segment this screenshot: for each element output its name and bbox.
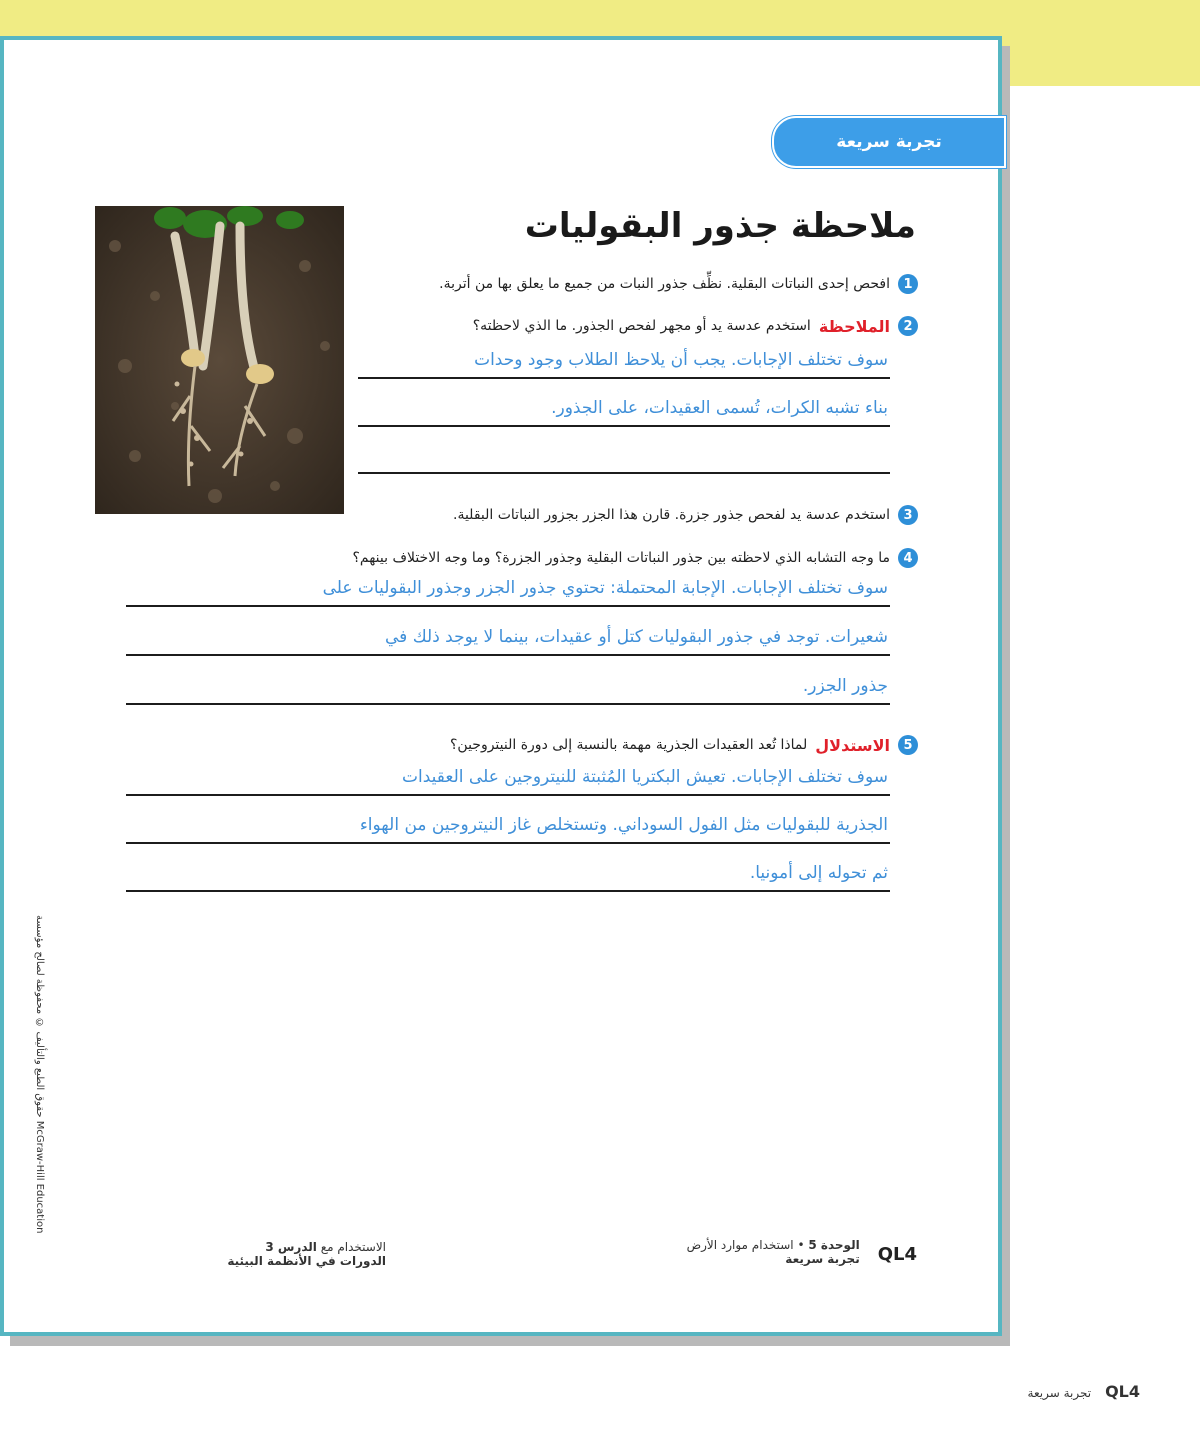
footer-page-code: QL4 xyxy=(877,1244,917,1265)
step-1-text: افحص إحدى النباتات البقلية. نظِّف جذور النبات من جميع ما يعلق بها من أتربة. xyxy=(439,276,890,292)
footer-lesson-label: الدرس 3 xyxy=(265,1240,317,1254)
step-2-number: 2 xyxy=(898,316,918,336)
legume-roots-photo xyxy=(95,206,344,514)
footer-unit-info xyxy=(687,1238,917,1266)
step-3-number: 3 xyxy=(898,505,918,525)
step-2-text: استخدم عدسة يد أو مجهر لفحص الجذور. ما الذي لاحظته؟ xyxy=(472,318,811,334)
section-tab-label: تجربة سريعة xyxy=(836,132,942,152)
step-3 xyxy=(453,505,918,525)
step-4-text: ما وجه التشابه الذي لاحظته بين جذور النباتات البقلية وجذور الجزرة؟ وما وجه الاختلاف بينهم؟ xyxy=(352,550,890,566)
step-4-answer-line-2[interactable]: شعيرات. توجد في جذور البقوليات كتل أو عقيدات، بينما لا يوجد ذلك في xyxy=(126,622,890,656)
step-2-answer-line-1[interactable]: سوف تختلف الإجابات. يجب أن يلاحظ الطلاب وجود وحدات xyxy=(358,345,890,379)
step-1 xyxy=(439,274,918,294)
footer-lesson-title: الدورات في الأنظمة البيئية xyxy=(227,1254,386,1268)
step-5-answer-line-2[interactable]: الجذرية للبقوليات مثل الفول السوداني. وتستخلص غاز النيتروجين من الهواء xyxy=(126,810,890,844)
footer-unit-label: الوحدة 5 xyxy=(808,1238,860,1252)
footer-bullet: • xyxy=(793,1238,805,1252)
step-2-answer-line-3[interactable] xyxy=(358,440,890,474)
section-tab xyxy=(772,116,1006,168)
footer-unit-block xyxy=(687,1238,860,1266)
step-4-answer-line-1[interactable]: سوف تختلف الإجابات. الإجابة المحتملة: تحتوي جذور الجزر وجذور البقوليات على xyxy=(126,573,890,607)
copyright-credit: حقوق الطبع والتأليف © محفوظة لصالح مؤسسة McGraw-Hill Education xyxy=(34,915,45,1234)
step-4-answer-line-3[interactable]: جذور الجزر. xyxy=(126,671,890,705)
folio-code: QL4 xyxy=(1105,1382,1140,1401)
step-5-answer-line-3[interactable]: ثم تحوله إلى أمونيا. xyxy=(126,858,890,892)
step-5-keyword: الاستدلال xyxy=(815,735,890,755)
step-2 xyxy=(473,316,918,336)
footer-lesson-info xyxy=(126,1240,386,1268)
step-2-answer-line-2[interactable]: بناء تشبه الكرات، تُسمى العقيدات، على الجذور. xyxy=(358,393,890,427)
footer-use-with: الاستخدام مع xyxy=(320,1240,386,1254)
step-2-keyword: الملاحظة xyxy=(818,316,890,336)
step-1-number: 1 xyxy=(898,274,918,294)
step-5 xyxy=(450,735,918,755)
activity-title: ملاحظة جذور البقوليات xyxy=(524,206,916,246)
step-4 xyxy=(352,548,918,568)
step-5-number: 5 xyxy=(898,735,918,755)
legume-roots-image xyxy=(95,206,344,514)
step-4-number: 4 xyxy=(898,548,918,568)
step-5-answer-line-1[interactable]: سوف تختلف الإجابات. تعيش البكتريا المُثبتة للنيتروجين على العقيدات xyxy=(126,762,890,796)
folio-section: تجربة سريعة xyxy=(1027,1386,1092,1400)
step-5-text: لماذا تُعد العقيدات الجذرية مهمة بالنسبة إلى دورة النيتروجين؟ xyxy=(449,737,808,753)
step-3-text: استخدم عدسة يد لفحص جذور جزرة. قارن هذا الجزر بجزور النباتات البقلية. xyxy=(453,507,890,523)
footer-unit-title: استخدام موارد الأرض xyxy=(686,1238,794,1252)
bottom-folio xyxy=(1028,1382,1140,1401)
footer-section: تجربة سريعة xyxy=(785,1252,860,1266)
